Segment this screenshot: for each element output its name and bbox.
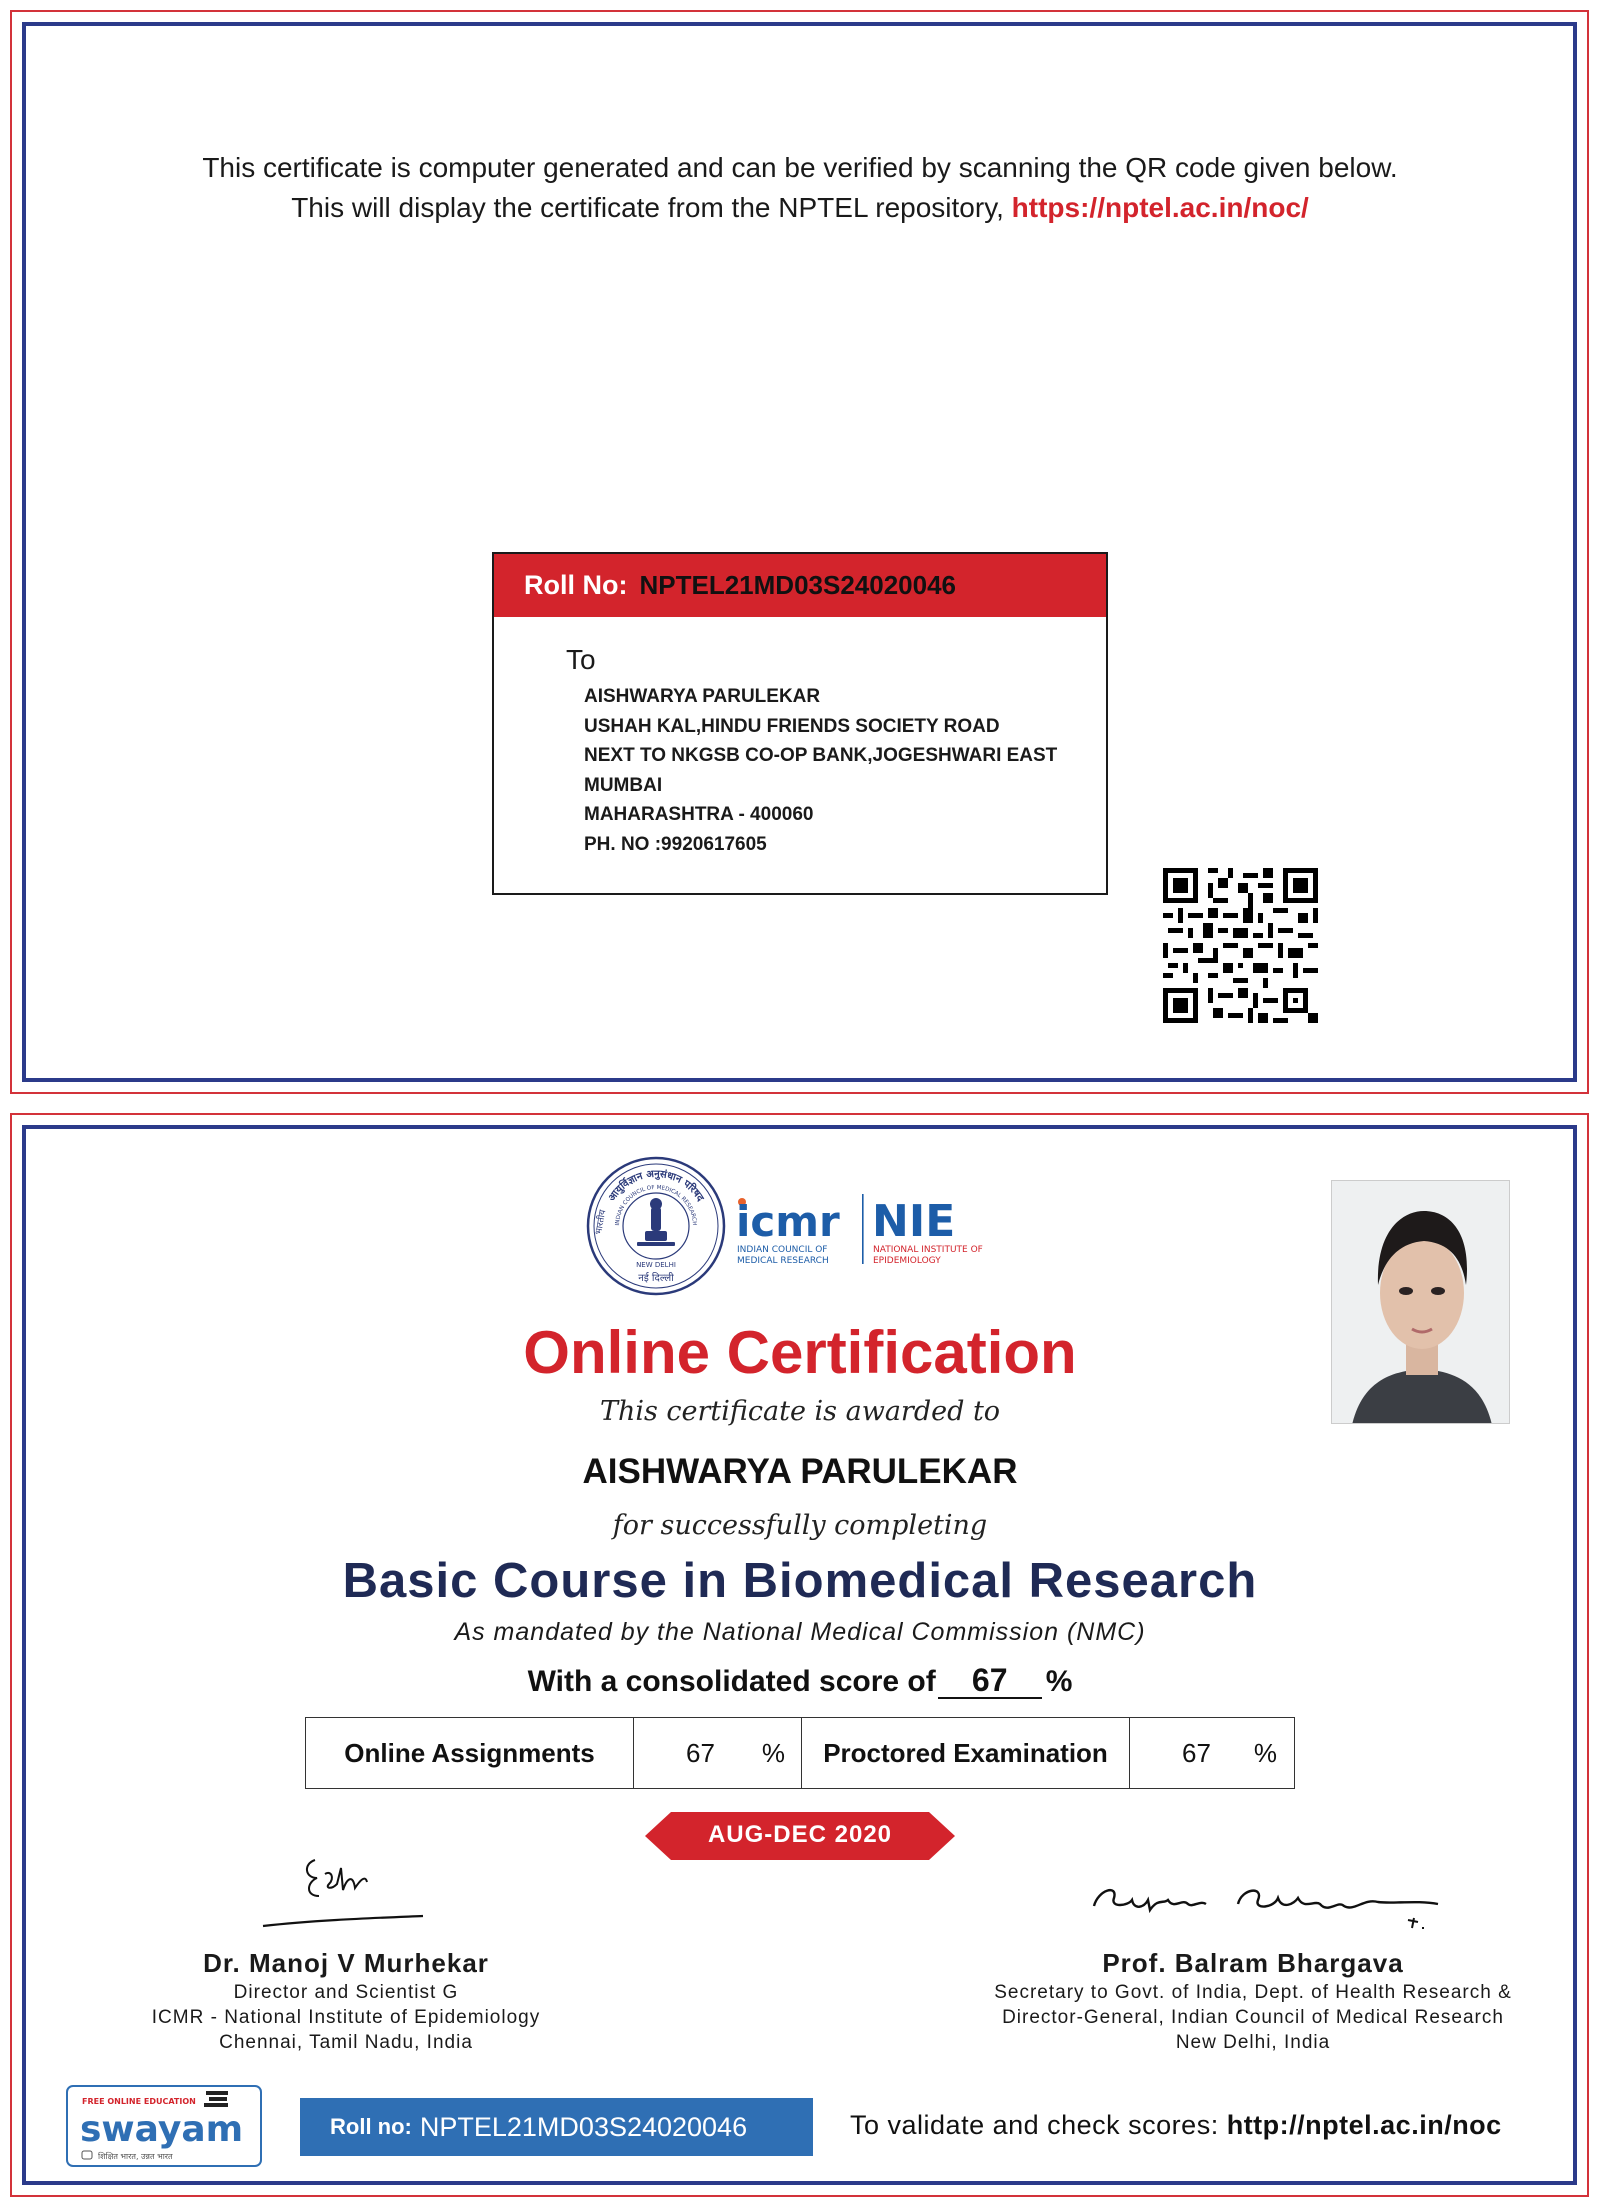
exam-score <box>1130 1718 1293 1788</box>
icmr-subtitle-1: INDIAN COUNCIL OF <box>737 1245 828 1255</box>
signer-right-name: Prof. Balram Bhargava <box>1102 1948 1404 1978</box>
assignments-percent-sign: % <box>761 1737 785 1768</box>
verification-note-text: This will display the certificate from the NPTEL repository, <box>291 192 1012 223</box>
swayam-hindi-tagline: शिक्षित भारत, उन्नत भारत <box>98 2152 173 2161</box>
address-line: AISHWARYA PARULEKAR <box>584 686 821 707</box>
signer-right-title: Secretary to Govt. of India, Dept. of Health Research & <box>994 1982 1512 2003</box>
footer-roll-value: NPTEL21MD03S24020046 <box>419 2111 748 2142</box>
score-breakdown-table <box>305 1717 1295 1789</box>
course-name: Basic Course in Biomedical Research <box>342 1554 1258 1608</box>
roll-number-header <box>494 554 1106 617</box>
signer-left-name: Dr. Manoj V Murhekar <box>203 1948 489 1978</box>
exam-label: Proctored Examination <box>802 1718 1130 1788</box>
certificate-title: Online Certification <box>523 1319 1077 1386</box>
signer-left-location: Chennai, Tamil Nadu, India <box>219 2032 473 2053</box>
assignments-score-value: 67 <box>686 1737 715 1768</box>
assignments-score <box>634 1718 802 1788</box>
footer-roll-label: Roll no: <box>330 2114 412 2139</box>
score-percent-sign: % <box>1045 1665 1073 1698</box>
verification-note-2 <box>0 188 1600 228</box>
validation-text: To validate and check scores: <box>850 2110 1227 2140</box>
signer-left-title: Director and Scientist G <box>233 1982 459 2003</box>
footer-roll-number <box>300 2098 813 2156</box>
nie-subtitle-1: NATIONAL INSTITUTE OF <box>873 1245 983 1255</box>
seal-text-left: भारतीय <box>594 1209 609 1236</box>
address-line: PH. NO :9920617605 <box>584 833 767 855</box>
nie-subtitle-2: EPIDEMIOLOGY <box>873 1256 941 1266</box>
address-line: MUMBAI <box>584 774 663 796</box>
signer-right-location: New Delhi, India <box>1175 2032 1331 2053</box>
session-label: AUG-DEC 2020 <box>707 1821 893 1848</box>
score-prefix: With a consolidated score of <box>527 1665 936 1698</box>
icmr-nie-logo <box>736 1188 1016 1268</box>
validation-link[interactable]: http://nptel.ac.in/noc <box>1226 2110 1502 2140</box>
seal-text-top: आयुर्विज्ञान अनुसंधान परिषद <box>606 1168 706 1204</box>
icmr-wordmark: icmr <box>736 1197 840 1246</box>
consolidated-score <box>0 1663 1600 1699</box>
signer-left-institute: ICMR - National Institute of Epidemiology <box>151 2007 541 2028</box>
recipient-photo <box>1331 1180 1510 1424</box>
swayam-wordmark: swayam <box>80 2109 244 2150</box>
nie-wordmark: NIE <box>872 1196 956 1247</box>
mandate-text: As mandated by the National Medical Commission (NMC) <box>454 1618 1146 1646</box>
seal-text-inner: INDIAN COUNCIL OF MEDICAL RESEARCH <box>614 1184 698 1226</box>
awarded-to-text: This certificate is awarded to <box>599 1396 1001 1427</box>
completion-text: for successfully completing <box>612 1510 988 1541</box>
exam-score-value: 67 <box>1182 1737 1211 1768</box>
postal-address <box>584 682 1057 859</box>
score-value: 67 <box>938 1663 1042 1699</box>
session-badge <box>645 1812 955 1860</box>
address-line: USHAH KAL,HINDU FRIENDS SOCIETY ROAD <box>584 715 1000 737</box>
icmr-emblem-seal <box>585 1155 727 1297</box>
swayam-logo <box>66 2085 262 2167</box>
roll-number-value: NPTEL21MD03S24020046 <box>639 570 957 600</box>
address-card <box>492 552 1108 895</box>
qr-code[interactable] <box>1163 868 1318 1023</box>
to-label: To <box>566 644 596 675</box>
seal-text-bottom-hi: नई दिल्ली <box>638 1273 674 1284</box>
recipient-name: AISHWARYA PARULEKAR <box>582 1452 1018 1491</box>
exam-percent-sign: % <box>1253 1737 1277 1768</box>
signer-right-title-2: Director-General, Indian Council of Medical Research <box>1002 2007 1504 2028</box>
signature-right <box>1088 1870 1448 1940</box>
swayam-tagline: FREE ONLINE EDUCATION <box>82 2097 196 2106</box>
signer-left <box>120 1946 572 2055</box>
seal-text-bottom-en: NEW DELHI <box>636 1261 676 1269</box>
signature-left <box>255 1830 430 1935</box>
nptel-repository-link[interactable]: https://nptel.ac.in/noc/ <box>1011 192 1309 223</box>
validation-note <box>850 2110 1502 2141</box>
address-line: MAHARASHTRA - 400060 <box>584 804 814 825</box>
assignments-label: Online Assignments <box>306 1718 634 1788</box>
signer-right <box>960 1946 1546 2055</box>
roll-number-label: Roll No: <box>524 570 628 600</box>
icmr-subtitle-2: MEDICAL RESEARCH <box>737 1256 829 1266</box>
address-line: NEXT TO NKGSB CO-OP BANK,JOGESHWARI EAST <box>584 745 1058 766</box>
verification-note: This certificate is computer generated and can be verified by scanning the QR code given below. <box>202 152 1398 183</box>
